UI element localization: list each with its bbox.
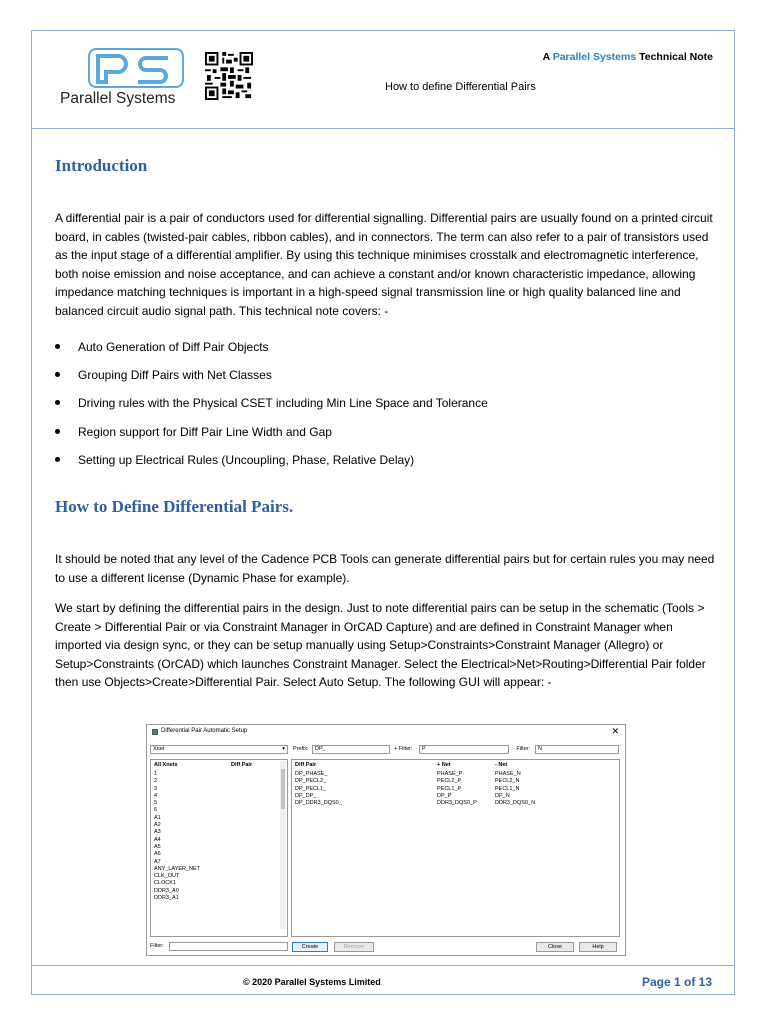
document-title: How to define Differential Pairs [385,81,536,93]
plus-net-col [437,771,477,807]
column-header-plus-net: + Net [437,762,451,768]
filter-input[interactable] [169,942,288,951]
table-cell: PHASE_P [437,771,463,777]
close-button[interactable]: Close [536,942,574,952]
filter-label: Filter: [150,943,164,949]
define-pairs-heading: How to Define Differential Pairs. [55,497,294,516]
list-item[interactable]: 4 [154,792,158,799]
plus-filter-input[interactable]: P [419,745,509,754]
list-item [55,393,715,421]
setup-instructions-paragraph: We start by defining the differential pairs in the design. Just to note differential pairs can be setup in the schematic (Tools > Create > Differential Pair or via Constraint Manager in OrCAD Capture) and are defined in Constraint Manager when imported via design sync, or they can be setup manually using Setup>Constraints>Constraint Manager (Allegro) or Setup>Constraints (OrCAD) which launches Constraint Manager. Select the Electrical>Net>Routing>Differential Pair folder then use Objects>Create>Differential Pair. Select Auto Setup. The following GUI will appear: - [55,601,706,690]
vertical-scrollbar[interactable] [280,761,286,929]
bullet-icon [55,344,60,349]
list-item[interactable]: ANY_LAYER_NET [154,865,201,872]
diff-pair-setup-dialog [146,724,626,956]
list-item[interactable]: CLK_OUT [154,873,180,880]
table-cell: DDR3_DQS0_N [495,800,536,807]
list-item[interactable]: A2 [154,822,161,829]
diff-pairs-list[interactable] [291,759,620,937]
list-item[interactable]: DDR3_A1 [154,895,179,902]
prefix-input[interactable]: DP_ [312,745,390,754]
app-icon [152,729,158,735]
close-icon[interactable]: ✕ [611,726,619,736]
list-item [55,450,715,478]
table-cell: PECL1_P [437,785,462,792]
company-logo [60,48,190,110]
introduction-paragraph: A differential pair is a pair of conductors used for differential signalling. Differential pairs are usually found on a printed circuit board, in cables (twisted-pair cables, ribbon cables), and in connectors. The term can also refer to a pair of transistors used as the input stage of a differential amplifier. By using this technique minimises crosstalk and electromagnetic interference, both noise emission and noise acceptance, and can achieve a constant and/or known characteristic impedance, allowing impedance matching techniques is important in a high-speed signal transmission line or high quality balanced line and balanced circuit audio signal path. This technical note covers: - [55,211,713,318]
table-cell[interactable]: DP_PHASE_ [295,771,328,777]
remove-button[interactable]: Remove [334,942,374,952]
create-button[interactable]: Create [292,942,328,952]
bullet-icon [55,457,60,462]
bullet-icon [55,429,60,434]
list-item[interactable]: 2 [154,778,158,785]
dialog-titlebar [147,725,625,739]
all-xnets-list[interactable] [150,759,288,937]
table-cell[interactable]: DP_PECL1_ [295,785,327,792]
license-note-paragraph: It should be noted that any level of the Cadence PCB Tools can generate differential pairs but for certain rules you may need to use a different license (Dynamic Phase for example). [55,552,715,585]
page-number: Page 1 of 13 [641,975,712,989]
table-cell: PECL2_N [495,778,520,785]
minus-filter-input[interactable]: N [535,745,619,754]
tech-note-suffix: Technical Note [639,51,713,63]
list-item[interactable]: 1 [154,771,158,777]
coverage-list [55,337,715,478]
list-item[interactable]: 6 [154,807,158,814]
column-header-all-xnets: All Xnets [154,762,178,768]
table-cell[interactable]: DP_PECL2_ [295,778,327,785]
ps-logo-mark-icon [88,48,184,88]
list-item [55,337,715,365]
introduction-heading: Introduction [55,156,148,175]
bullet-icon [55,400,60,405]
column-header-diff-pair: Diff Pair [295,762,317,768]
list-item[interactable]: A5 [154,843,161,850]
bullet-icon [55,372,60,377]
xnet-rows [154,771,200,902]
table-cell: DP_N [495,792,510,799]
table-cell: PECL2_P [437,778,462,785]
tech-note-brand: Parallel Systems [552,51,637,63]
list-item[interactable]: A3 [154,829,161,836]
table-cell: PECL1_N [495,785,520,792]
column-header-diff-pair: Diff Pair [231,762,253,768]
list-item[interactable]: 3 [154,785,158,792]
prefix-label: Prefix: [293,746,309,752]
object-type-value: Xnet [153,746,165,752]
minus-net-col [495,771,535,807]
list-item-text: Grouping Diff Pairs with Net Classes [78,368,272,383]
list-item[interactable]: A4 [154,836,161,843]
list-item-text: Auto Generation of Diff Pair Objects [78,340,269,354]
qr-code-icon [205,52,253,100]
plus-filter-label: + Filter: [394,746,413,752]
list-item-text: Region support for Diff Pair Line Width and Gap [78,424,332,439]
help-button[interactable]: Help [579,942,617,952]
table-cell: DDR3_DQS0_P [437,800,477,807]
list-item-text: Driving rules with the Physical CSET including Min Line Space and Tolerance [78,396,488,411]
logo-wordmark: Parallel Systems [60,90,176,107]
table-cell: PHASE_N [495,771,521,777]
tech-note-label [543,51,713,63]
list-item[interactable]: CLOCK1 [154,880,177,887]
list-item[interactable]: A6 [154,851,161,858]
table-cell[interactable]: DP_DDR3_DQS0_ [295,800,342,807]
list-item[interactable]: 5 [154,800,158,807]
list-item [55,422,715,450]
footer-divider [31,965,735,966]
list-item[interactable]: A7 [154,858,161,865]
header-divider [31,128,735,129]
list-item[interactable]: A1 [154,814,161,821]
table-cell: DP_P [437,792,452,799]
diff-pair-col [295,771,342,807]
column-header-minus-net: - Net [495,762,508,768]
list-item [55,365,715,393]
table-cell[interactable]: DP_DP_ [295,792,317,799]
minus-filter-label: - Filter: [513,746,531,752]
scrollbar-thumb[interactable] [281,769,285,809]
chevron-down-icon: ▾ [282,746,285,752]
object-type-select[interactable] [150,745,288,754]
footer-copyright: © 2020 Parallel Systems Limited [243,977,381,987]
list-item[interactable]: DDR3_A0 [154,887,179,894]
list-item-text: Setting up Electrical Rules (Uncoupling, Phase, Relative Delay) [78,452,415,467]
tech-note-prefix: A [542,51,550,63]
dialog-title: Differential Pair Automatic Setup [161,728,248,734]
